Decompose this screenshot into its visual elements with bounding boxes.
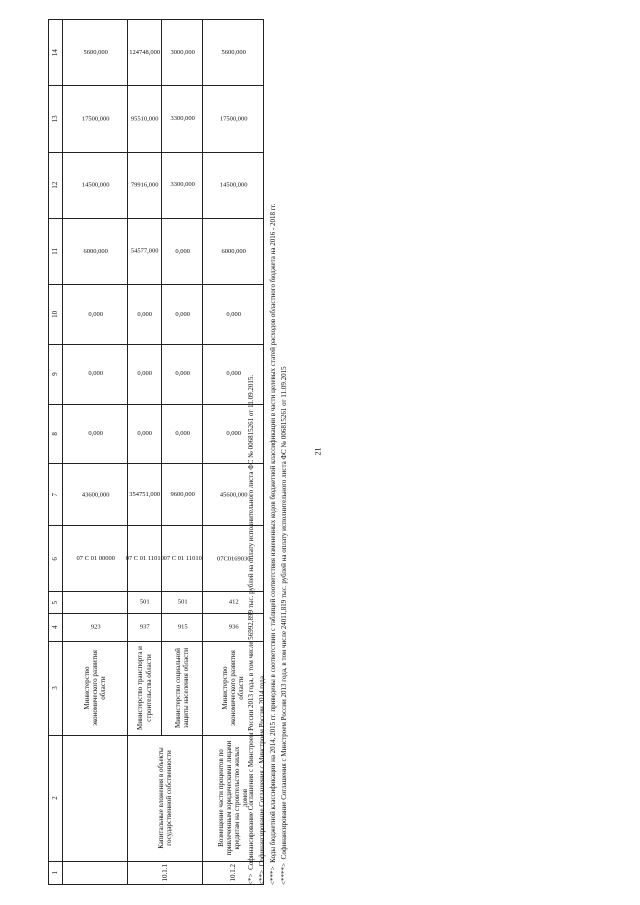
header-cell: 3 — [49, 641, 63, 735]
amount-2017: 6000,000 — [63, 218, 128, 284]
amount-2018: 3300,000 — [162, 152, 203, 218]
header-cell: 9 — [49, 344, 63, 404]
rz-code — [63, 592, 128, 613]
header-cell: 6 — [49, 526, 63, 592]
amount-2017: 0,000 — [162, 218, 203, 284]
amount-2014: 0,000 — [63, 404, 128, 464]
amount-2017: 6000,000 — [203, 218, 264, 284]
amount-2018: 79916,000 — [128, 152, 162, 218]
amount-2016: 0,000 — [63, 284, 128, 344]
executor-name: Министерство социальной защиты населения области — [162, 641, 203, 735]
footnote-text: Софинансирование Соглашения с Минстроем России 2013 года, в том числе 24011,819 тыс. рублей на оплату исполнительного листа ФС № 006815261 от 11.09.2015 — [280, 366, 288, 860]
amount-2020: 5600,000 — [63, 20, 128, 86]
csr-code: 07С0169030 — [203, 526, 264, 592]
executor-name: Министерство экономического развития области — [63, 641, 128, 735]
amount-2019: 17500,000 — [203, 86, 264, 152]
amount-2020: 124748,000 — [128, 20, 162, 86]
csr-code: 07 С 01 00000 — [63, 526, 128, 592]
row-number: 10.1.2 — [203, 861, 264, 884]
amount-2015: 0,000 — [128, 344, 162, 404]
footnote-mark: <*> — [247, 873, 255, 885]
page-number: 21 — [313, 447, 323, 456]
footnote-mark: <****> — [280, 863, 288, 885]
csr-code: 07 С 01 11010 — [162, 526, 203, 592]
measure-name: Возмещение части процентов по привлеченным юридическими лицами кредитам на строительство жилых домов — [203, 735, 264, 861]
footnote-mark: <**> — [258, 870, 266, 885]
amount-2015: 0,000 — [63, 344, 128, 404]
row-number: 10.1.1 — [128, 861, 203, 884]
amount-2016: 0,000 — [128, 284, 162, 344]
amount-total: 45600,000 — [203, 464, 264, 526]
measure-name: Капитальные вложения в объекты государственной собственности — [128, 735, 203, 861]
executor-name: Министерство транспорта и строительства области — [128, 641, 162, 735]
header-row — [49, 20, 63, 885]
header-cell: 10 — [49, 284, 63, 344]
rz-code: 412 — [203, 592, 264, 613]
footnote — [279, 19, 290, 885]
footnote — [268, 65, 279, 885]
row-number — [63, 861, 128, 884]
csr-code: 07 С 01 11010 — [128, 526, 162, 592]
amount-2019: 95510,000 — [128, 86, 162, 152]
grbs-code: 936 — [203, 613, 264, 641]
amount-2014: 0,000 — [162, 404, 203, 464]
executor-name: Министерство экономического развития области — [203, 641, 264, 735]
header-cell: 7 — [49, 464, 63, 526]
amount-2018: 14500,000 — [63, 152, 128, 218]
grbs-code: 923 — [63, 613, 128, 641]
header-cell: 5 — [49, 592, 63, 613]
amount-2020: 3000,000 — [162, 20, 203, 86]
grbs-code: 915 — [162, 613, 203, 641]
footnote — [257, 19, 268, 885]
footnote-mark: <***> — [269, 866, 277, 885]
amount-total: 43600,000 — [63, 464, 128, 526]
header-cell: 14 — [49, 20, 63, 86]
header-cell: 8 — [49, 404, 63, 464]
footnotes — [246, 19, 290, 885]
budget-table — [48, 19, 264, 885]
amount-2016: 0,000 — [162, 284, 203, 344]
table-row — [63, 20, 128, 885]
amount-2015: 0,000 — [162, 344, 203, 404]
header-cell: 1 — [49, 861, 63, 884]
header-cell: 2 — [49, 735, 63, 861]
amount-2016: 0,000 — [203, 284, 264, 344]
amount-2018: 14500,000 — [203, 152, 264, 218]
amount-2020: 5600,000 — [203, 20, 264, 86]
header-cell: 4 — [49, 613, 63, 641]
amount-2014: 0,000 — [203, 404, 264, 464]
header-cell: 11 — [49, 218, 63, 284]
amount-2019: 3300,000 — [162, 86, 203, 152]
header-cell: 12 — [49, 152, 63, 218]
amount-2014: 0,000 — [128, 404, 162, 464]
rz-code: 501 — [162, 592, 203, 613]
rotated-sheet — [48, 15, 298, 885]
footnote-text: Софинансирование Соглашения с Минстроем России 2013 года, в том числе 56992,899 тыс. рублей на оплату исполнительного листа ФС № 006815261 от 11.09.2015. — [247, 374, 255, 870]
amount-2019: 17500,000 — [63, 86, 128, 152]
footnote — [246, 19, 257, 885]
amount-2015: 0,000 — [203, 344, 264, 404]
header-cell: 13 — [49, 86, 63, 152]
table-row — [128, 20, 162, 885]
footnote-text: Коды бюджетной классификации на 2014, 2015 гг. приведены в соответствии с таблицей соответствия измененных кодов бюджетной классификации в части целевых статей расходов областного бюджета на 2016 - 2018 гг. — [269, 203, 277, 863]
grbs-code: 937 — [128, 613, 162, 641]
footnote-text: Софинансирование Соглашения с Минстроем России 2014 года. — [258, 674, 266, 867]
amount-2017: 54577,000 — [128, 218, 162, 284]
amount-total: 9600,000 — [162, 464, 203, 526]
measure-name — [63, 735, 128, 861]
rz-code: 501 — [128, 592, 162, 613]
amount-total: 354751,000 — [128, 464, 162, 526]
